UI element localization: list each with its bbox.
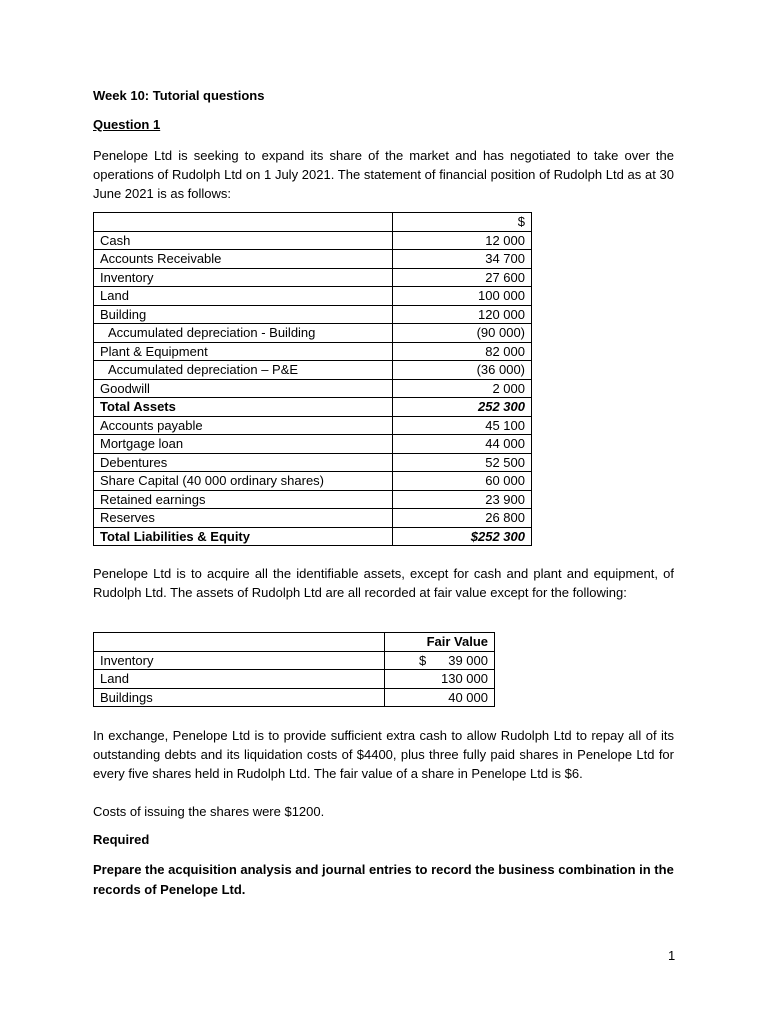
row-value: 100 000 [393,287,532,306]
row-value: 26 800 [393,509,532,528]
currency-symbol: $ [419,652,427,668]
financial-position-table [93,212,532,546]
table-row [94,250,532,269]
row-label: Total Liabilities & Equity [94,527,393,546]
table-row [94,287,532,306]
row-label: Inventory [94,268,393,287]
table-row [94,688,495,707]
row-label: Land [94,287,393,306]
row-label: Plant & Equipment [94,342,393,361]
row-value: 39 000 [448,652,488,668]
table-row [94,527,532,546]
table-row [94,231,532,250]
row-label: Buildings [94,688,385,707]
task-instruction: Prepare the acquisition analysis and journal entries to record the business combination in the records of Penelope Ltd. [93,862,674,897]
row-label: Inventory [94,651,385,670]
table-row [94,379,532,398]
intro-paragraph: Penelope Ltd is seeking to expand its share of the market and has negotiated to take over the operations of Rudolph Ltd on 1 July 2021. The statement of financial position of Rudolph Ltd as at 30 June 2021 is as follows: [93,148,674,201]
page-number: 1 [668,948,676,963]
row-label: Goodwill [94,379,393,398]
row-label: Building [94,305,393,324]
table-row [94,651,495,670]
row-value: 252 300 [393,398,532,417]
row-value: 23 900 [393,490,532,509]
required-heading: Required [93,832,150,847]
row-value: 120 000 [393,305,532,324]
row-label: Total Assets [94,398,393,417]
table-row [94,361,532,380]
row-label: Land [94,670,385,689]
table-row [94,342,532,361]
table-row [94,305,532,324]
row-label: Accumulated depreciation – P&E [94,361,393,380]
row-label: Cash [94,231,393,250]
row-value-cell [385,651,495,670]
table-row [94,416,532,435]
row-label: Accumulated depreciation - Building [94,324,393,343]
page-title: Week 10: Tutorial questions [93,88,265,103]
row-value: 82 000 [393,342,532,361]
row-label: Retained earnings [94,490,393,509]
exchange-paragraph: In exchange, Penelope Ltd is to provide sufficient extra cash to allow Rudolph Ltd to repay all of its outstanding debts and its liquidation costs of $4400, plus three fully paid shares in Penelope Ltd for every five shares held in Rudolph Ltd. The fair value of a share in Penelope Ltd is $6. [93,728,674,781]
row-label: Mortgage loan [94,435,393,454]
table-row [94,453,532,472]
row-value-cell [385,670,495,689]
issue-costs: Costs of issuing the shares were $1200. [93,804,325,819]
row-value: (90 000) [393,324,532,343]
table-row [94,472,532,491]
row-value: (36 000) [393,361,532,380]
row-value: 2 000 [393,379,532,398]
table-row [94,435,532,454]
row-label: Accounts Receivable [94,250,393,269]
row-value: 34 700 [393,250,532,269]
table-row [94,324,532,343]
row-value: 40 000 [448,689,488,705]
row-value: 52 500 [393,453,532,472]
row-value: 45 100 [393,416,532,435]
row-label: Reserves [94,509,393,528]
table-header-row [94,633,495,652]
table-row [94,268,532,287]
row-value-cell [385,688,495,707]
row-value: 27 600 [393,268,532,287]
row-label: Share Capital (40 000 ordinary shares) [94,472,393,491]
row-label: Debentures [94,453,393,472]
row-label: Accounts payable [94,416,393,435]
row-value: 130 000 [441,671,488,687]
table-row [94,398,532,417]
table-header-row [94,213,532,232]
fair-value-header: Fair Value [385,633,495,652]
table-row [94,509,532,528]
table-row [94,670,495,689]
row-value: $252 300 [393,527,532,546]
question-heading: Question 1 [93,117,161,132]
fair-value-paragraph: Penelope Ltd is to acquire all the identifiable assets, except for cash and plant and equipment, of Rudolph Ltd. The assets of Rudolph Ltd are all recorded at fair value except for the following: [93,566,674,600]
table-row [94,490,532,509]
currency-header: $ [393,213,532,232]
row-value: 12 000 [393,231,532,250]
row-value: 60 000 [393,472,532,491]
fair-value-table [93,632,495,707]
row-value: 44 000 [393,435,532,454]
